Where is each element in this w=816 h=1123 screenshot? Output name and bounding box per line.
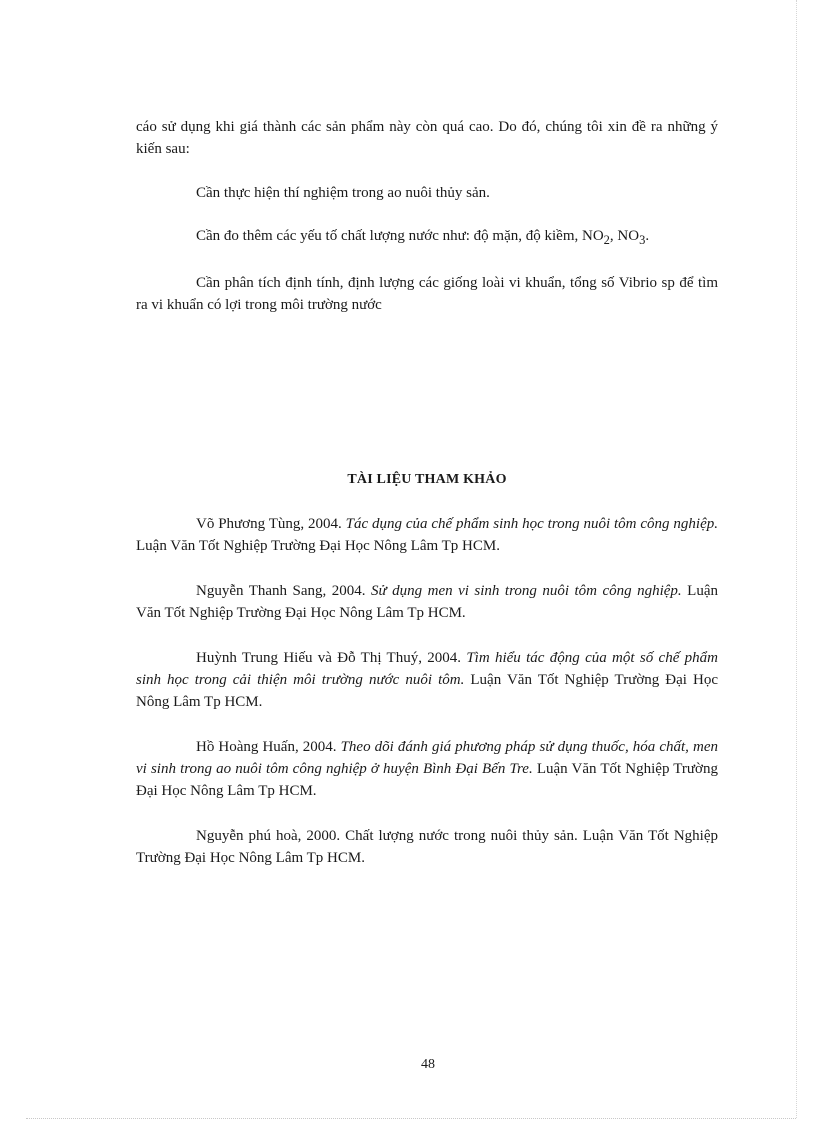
reference-source: Luận Văn Tốt Nghiệp Trường Đại Học Nông Lâm Tp HCM. bbox=[136, 672, 718, 710]
recommendation-2-end: . bbox=[645, 228, 650, 244]
reference-author: Huỳnh Trung Hiếu và Đỗ Thị Thuý, 2004. bbox=[196, 650, 467, 666]
recommendation-1: Cần thực hiện thí nghiệm trong ao nuôi thủy sản. bbox=[196, 185, 490, 201]
reference-author: Nguyễn phú hoà, 2000. Chất lượng nước trong nuôi thủy sản. bbox=[196, 828, 578, 844]
recommendation-2-mid: , NO bbox=[609, 228, 640, 244]
reference-source: Luận Văn Tốt Nghiệp Trường Đại Học Nông Lâm Tp HCM. bbox=[136, 538, 500, 554]
recommendation-3: Cần phân tích định tính, định lượng các giống loài vi khuẩn, tổng số Vibrio sp để tìm ra vi khuẩn có lợi trong môi trường nước bbox=[136, 275, 718, 313]
reference-source: Luận Văn Tốt Nghiệp Trường Đại Học Nông Lâm Tp HCM. bbox=[136, 583, 718, 621]
reference-title: Theo dõi đánh giá phương pháp sử dụng thuốc, hóa chất, men vi sinh trong ao nuôi tôm công nghiệp ở huyện Bình Đại Bến Tre. bbox=[136, 739, 718, 777]
references-list bbox=[136, 513, 718, 892]
paragraph-intro: cáo sử dụng khi giá thành các sản phẩm này còn quá cao. Do đó, chúng tôi xin đề ra những ý kiến sau: bbox=[136, 119, 718, 157]
page-number: 48 bbox=[421, 1057, 435, 1072]
recommendation-2 bbox=[136, 225, 718, 251]
reference-author: Hồ Hoàng Huấn, 2004. bbox=[196, 739, 341, 755]
reference-author: Võ Phương Tùng, 2004. bbox=[196, 516, 346, 532]
references-heading: TÀI LIỆU THAM KHẢO bbox=[347, 472, 507, 487]
reference-author: Nguyễn Thanh Sang, 2004. bbox=[196, 583, 371, 599]
reference-item bbox=[136, 513, 718, 557]
subscript-3: 3 bbox=[639, 233, 646, 247]
reference-title: Tìm hiểu tác động của một số chế phẩm sinh học trong cải thiện môi trường nước nuôi tôm. bbox=[136, 650, 718, 688]
reference-item bbox=[136, 647, 718, 713]
reference-source: Luận Văn Tốt Nghiệp Trường Đại Học Nông Lâm Tp HCM. bbox=[136, 828, 718, 866]
conclusion-section bbox=[136, 116, 718, 316]
page-border-bottom bbox=[26, 1118, 796, 1119]
reference-title: Tác dụng của chế phẩm sinh học trong nuôi tôm công nghiệp. bbox=[345, 516, 718, 532]
page-border-right bbox=[796, 0, 797, 1118]
recommendation-2-text: Cần đo thêm các yếu tố chất lượng nước như: độ mặn, độ kiềm, NO bbox=[196, 228, 604, 244]
subscript-2: 2 bbox=[603, 233, 610, 247]
reference-title: Sử dụng men vi sinh trong nuôi tôm công nghiệp. bbox=[370, 583, 682, 599]
reference-item bbox=[136, 580, 718, 624]
reference-item bbox=[136, 825, 718, 869]
reference-item bbox=[136, 736, 718, 802]
reference-source: Luận Văn Tốt Nghiệp Trường Đại Học Nông Lâm Tp HCM. bbox=[136, 761, 718, 799]
